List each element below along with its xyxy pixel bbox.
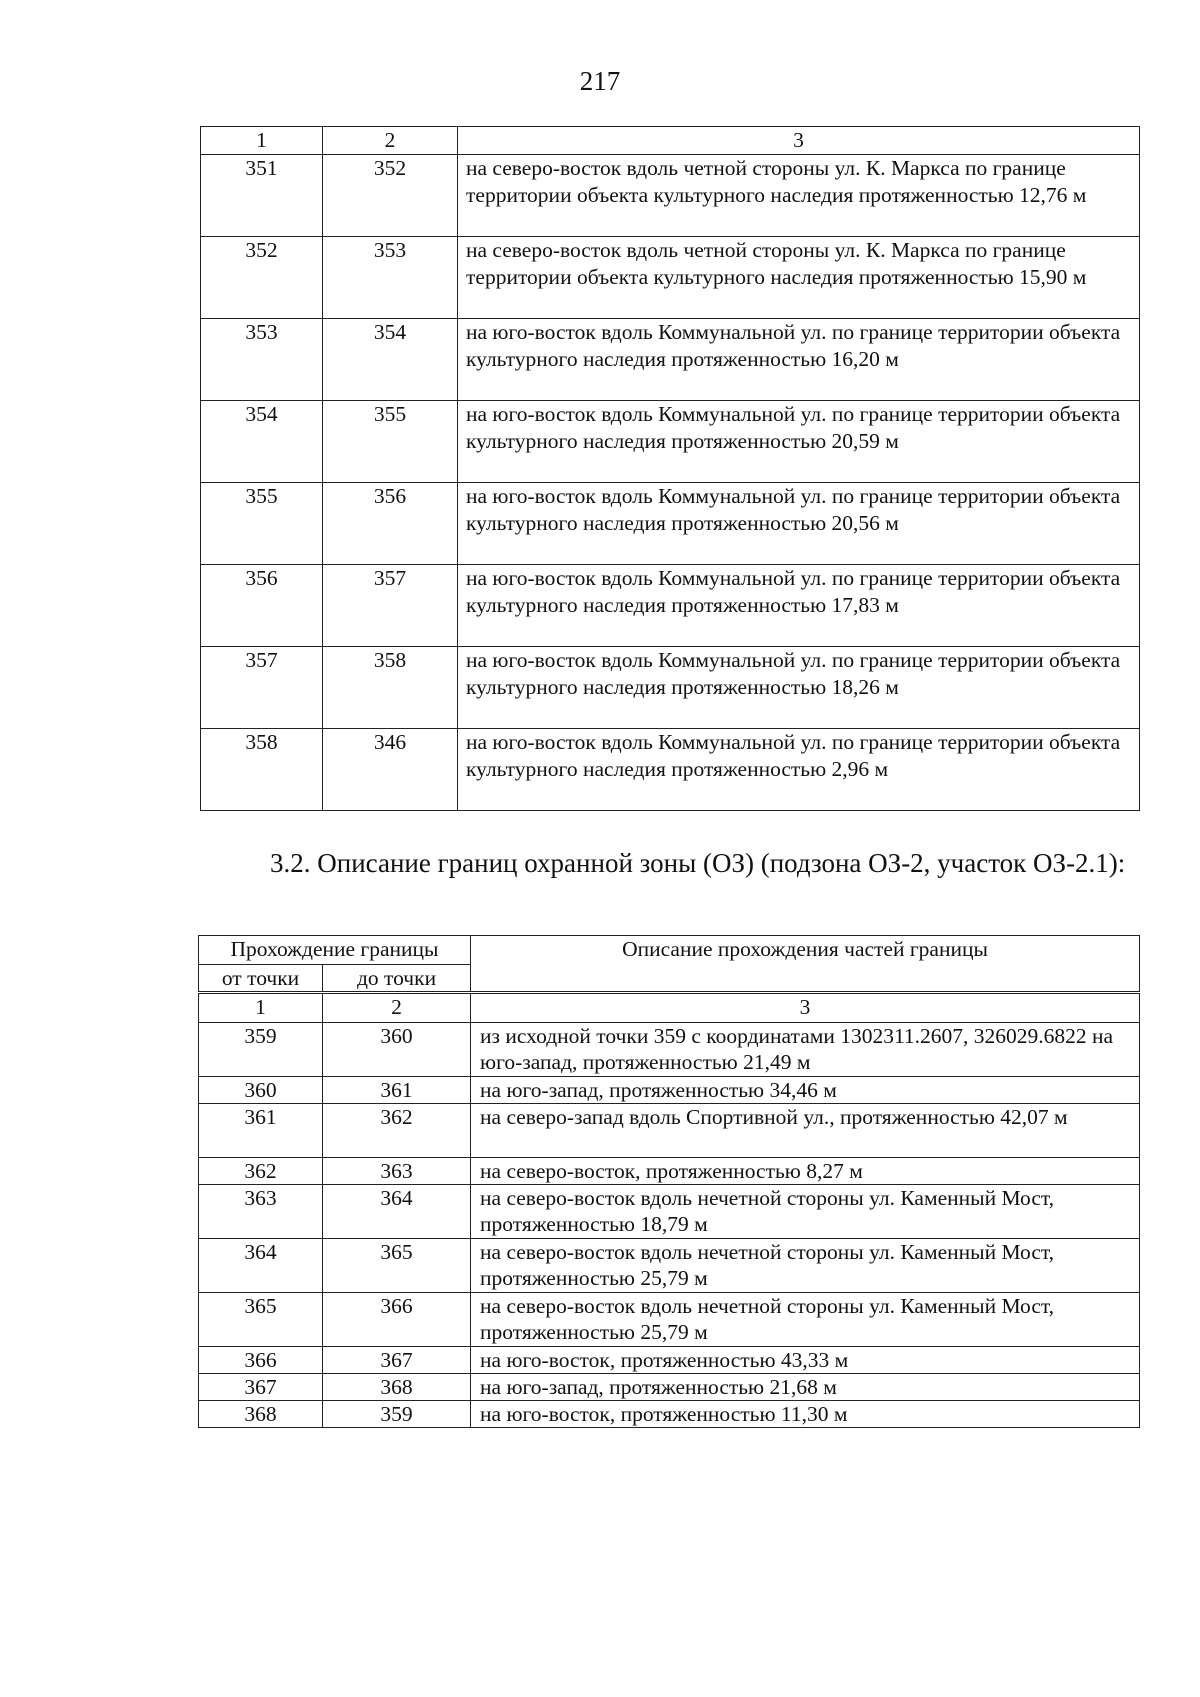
boundary-description: на юго-восток вдоль Коммунальной ул. по границе территории объекта культурного наследия протяженностью 16,20 м [458,319,1140,401]
table-row [201,483,1140,565]
to-point: 359 [323,1401,471,1428]
to-point: 346 [323,729,458,811]
from-point: 366 [199,1347,323,1374]
boundary-description: на северо-восток вдоль нечетной стороны ул. Каменный Мост, протяженностью 18,79 м [471,1185,1140,1239]
from-point: 357 [201,647,323,729]
from-point: 365 [199,1293,323,1347]
column-number-row [199,993,1140,1023]
boundary-description: на юго-восток вдоль Коммунальной ул. по границе территории объекта культурного наследия протяженностью 20,59 м [458,401,1140,483]
table-row [199,1374,1140,1401]
boundary-description: на юго-восток, протяженностью 43,33 м [471,1347,1140,1374]
to-point: 357 [323,565,458,647]
table-row [201,729,1140,811]
boundary-table-oz-2-1 [198,935,1140,1428]
table-row [201,565,1140,647]
table-row [201,647,1140,729]
to-point: 366 [323,1293,471,1347]
table-row [199,1077,1140,1104]
boundary-description: на юго-восток вдоль Коммунальной ул. по границе территории объекта культурного наследия протяженностью 17,83 м [458,565,1140,647]
table-row [199,1185,1140,1239]
to-point: 356 [323,483,458,565]
table-row [201,237,1140,319]
from-point: 352 [201,237,323,319]
to-point: 353 [323,237,458,319]
column-number-1: 1 [201,127,323,155]
column-number-3: 3 [471,993,1140,1023]
to-point: 367 [323,1347,471,1374]
from-point: 364 [199,1239,323,1293]
to-point: 364 [323,1185,471,1239]
table-row [201,155,1140,237]
boundary-description: на северо-восток вдоль нечетной стороны ул. Каменный Мост, протяженностью 25,79 м [471,1239,1140,1293]
header-from-point: от точки [199,965,323,993]
from-point: 353 [201,319,323,401]
column-number-3: 3 [458,127,1140,155]
table-row [201,401,1140,483]
table-row [199,1293,1140,1347]
to-point: 354 [323,319,458,401]
boundary-table-oz-territory [200,126,1140,811]
boundary-description: на северо-восток вдоль четной стороны ул. К. Маркса по границе территории объекта культурного наследия протяженностью 15,90 м [458,237,1140,319]
header-description: Описание прохождения частей границы [471,936,1140,993]
table-row [199,1347,1140,1374]
column-number-1: 1 [199,993,323,1023]
boundary-description: на северо-восток вдоль нечетной стороны ул. Каменный Мост, протяженностью 25,79 м [471,1293,1140,1347]
from-point: 355 [201,483,323,565]
from-point: 367 [199,1374,323,1401]
table-row [199,1158,1140,1185]
boundary-description: на юго-восток вдоль Коммунальной ул. по границе территории объекта культурного наследия протяженностью 20,56 м [458,483,1140,565]
column-number-2: 2 [323,993,471,1023]
from-point: 351 [201,155,323,237]
boundary-description: на юго-восток, протяженностью 11,30 м [471,1401,1140,1428]
boundary-description: на юго-восток вдоль Коммунальной ул. по границе территории объекта культурного наследия протяженностью 18,26 м [458,647,1140,729]
boundary-description: на северо-запад вдоль Спортивной ул., протяженностью 42,07 м [471,1104,1140,1158]
from-point: 358 [201,729,323,811]
table-row [199,1023,1140,1077]
header-boundary-passage: Прохождение границы [199,936,471,965]
from-point: 362 [199,1158,323,1185]
table-header-row [201,127,1140,155]
section-heading: 3.2. Описание границ охранной зоны (ОЗ) (подзона ОЗ-2, участок ОЗ-2.1): [270,848,1126,878]
from-point: 356 [201,565,323,647]
to-point: 358 [323,647,458,729]
to-point: 352 [323,155,458,237]
to-point: 362 [323,1104,471,1158]
boundary-description: на юго-запад, протяженностью 21,68 м [471,1374,1140,1401]
to-point: 365 [323,1239,471,1293]
from-point: 361 [199,1104,323,1158]
table-row [199,1239,1140,1293]
to-point: 363 [323,1158,471,1185]
boundary-description: на юго-запад, протяженностью 34,46 м [471,1077,1140,1104]
to-point: 355 [323,401,458,483]
boundary-description: из исходной точки 359 с координатами 1302311.2607, 326029.6822 на юго-запад, протяженностью 21,49 м [471,1023,1140,1077]
header-to-point: до точки [323,965,471,993]
boundary-description: на юго-восток вдоль Коммунальной ул. по границе территории объекта культурного наследия протяженностью 2,96 м [458,729,1140,811]
table-header-row [199,936,1140,965]
to-point: 368 [323,1374,471,1401]
to-point: 361 [323,1077,471,1104]
from-point: 363 [199,1185,323,1239]
from-point: 354 [201,401,323,483]
column-number-2: 2 [323,127,458,155]
page-number: 217 [579,66,621,96]
boundary-description: на северо-восток вдоль четной стороны ул. К. Маркса по границе территории объекта культурного наследия протяженностью 12,76 м [458,155,1140,237]
to-point: 360 [323,1023,471,1077]
table-row [201,319,1140,401]
from-point: 360 [199,1077,323,1104]
from-point: 368 [199,1401,323,1428]
table-row [199,1104,1140,1158]
table-row [199,1401,1140,1428]
from-point: 359 [199,1023,323,1077]
boundary-description: на северо-восток, протяженностью 8,27 м [471,1158,1140,1185]
